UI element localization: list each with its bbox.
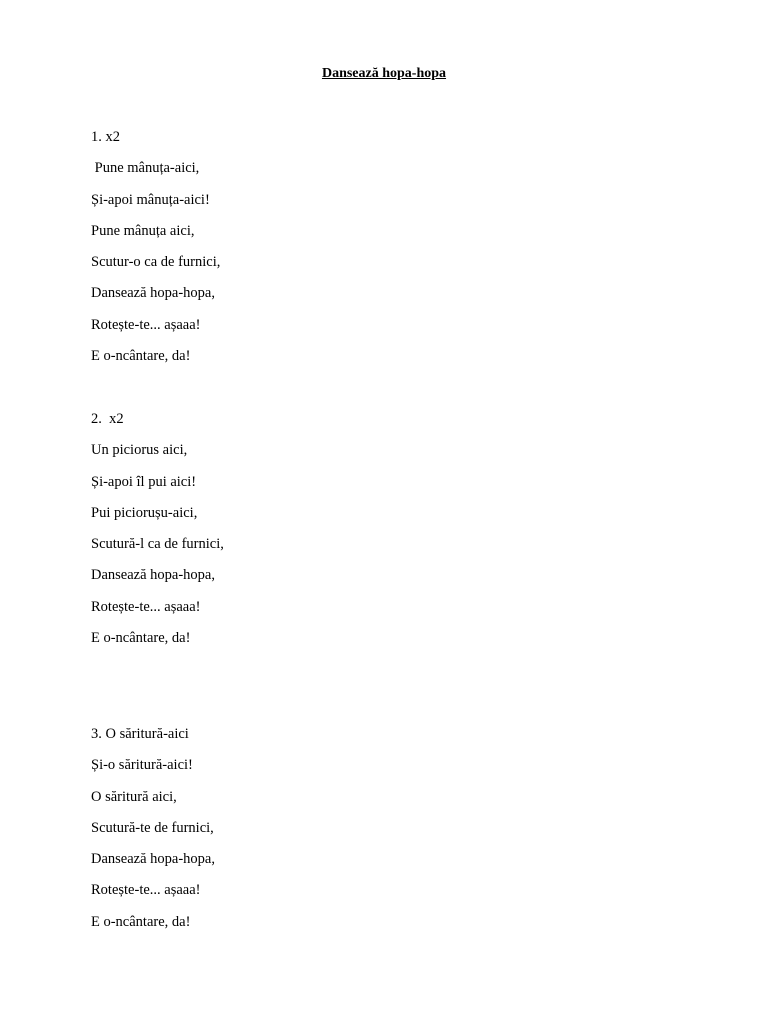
- verse-line: Scutură-l ca de furnici,: [91, 536, 224, 553]
- verse-line: Și-apoi îl pui aici!: [91, 473, 197, 490]
- verse-line: E o-ncântare, da!: [91, 348, 191, 365]
- verse-line: Rotește-te... așaaa!: [91, 598, 201, 615]
- verse-line: Și-apoi mânuța-aici!: [91, 191, 210, 208]
- verse-line: Rotește-te... așaaa!: [91, 882, 201, 899]
- verse-line: Dansează hopa-hopa,: [91, 567, 215, 584]
- stanza-3: [91, 724, 691, 943]
- verse-line: E o-ncântare, da!: [91, 630, 191, 647]
- verse-line: Rotește-te... așaaa!: [91, 316, 201, 333]
- verse-line: Pune mânuța-aici,: [91, 160, 200, 177]
- verse-line: Pune mânuța aici,: [91, 222, 195, 239]
- stanza-1-heading: 1. x2: [91, 129, 120, 145]
- stanza-3-heading: 3. O săritură-aici: [91, 726, 189, 742]
- document-title: Dansează hopa-hopa: [321, 66, 447, 81]
- verse-line: Un piciorus aici,: [91, 442, 188, 459]
- verse-line: E o-ncântare, da!: [91, 913, 191, 930]
- verse-line: Dansează hopa-hopa,: [91, 851, 215, 868]
- stanza-2: [91, 409, 691, 659]
- stanza-1: [91, 127, 691, 377]
- verse-line: Și-o săritură-aici!: [91, 757, 193, 774]
- verse-line: Dansează hopa-hopa,: [91, 285, 215, 302]
- verse-line: O săritură aici,: [91, 788, 177, 805]
- verse-line: Pui piciorușu-aici,: [91, 504, 198, 521]
- stanza-2-heading: 2. x2: [91, 411, 124, 427]
- verse-line: Scutur-o ca de furnici,: [91, 254, 221, 271]
- verse-line: Scutură-te de furnici,: [91, 819, 214, 836]
